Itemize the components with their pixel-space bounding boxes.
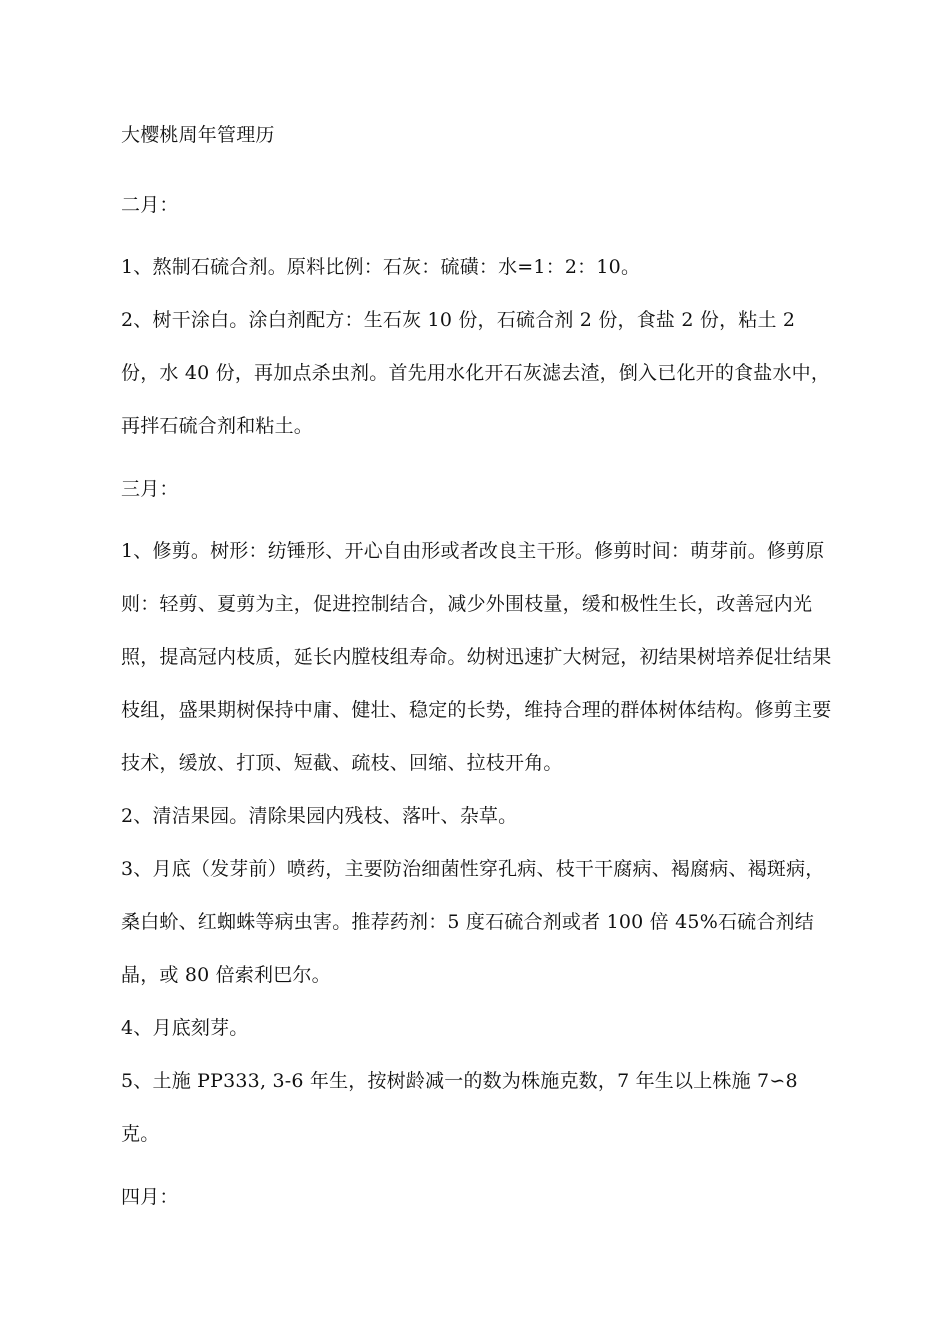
february-item-1: 1、熬制石硫合剂。原料比例：石灰：硫磺：水=1：2：10。 bbox=[121, 256, 641, 278]
section-heading-april: 四月： bbox=[121, 1186, 179, 1208]
section-heading-march: 三月： bbox=[121, 478, 179, 500]
document-title: 大樱桃周年管理历 bbox=[121, 124, 275, 146]
march-item-3: 3、月底（发芽前）喷药，主要防治细菌性穿孔病、枝干干腐病、褐腐病、褐斑病，桑白蚧、红蜘蛛等病虫害。推荐药剂：5 度石硫合剂或者 100 倍 45%石硫合剂结晶，或 80 倍索利巴尔。 bbox=[121, 858, 825, 986]
march-item-4: 4、月底刻芽。 bbox=[121, 1017, 249, 1039]
march-item-1: 1、修剪。树形：纺锤形、开心自由形或者改良主干形。修剪时间：萌芽前。修剪原则：轻剪、夏剪为主，促进控制结合，减少外围枝量，缓和极性生长，改善冠内光照，提高冠内枝质，延长内膛枝组寿命。幼树迅速扩大树冠，初结果树培养促壮结果枝组，盛果期树保持中庸、健壮、稳定的长势，维持合理的群体树体结构。修剪主要技术，缓放、打顶、短截、疏枝、回缩、拉枝开角。 bbox=[121, 540, 832, 774]
section-heading-february: 二月： bbox=[121, 194, 179, 216]
march-item-2: 2、清洁果园。清除果园内残枝、落叶、杂草。 bbox=[121, 805, 518, 827]
march-items bbox=[121, 525, 837, 1161]
march-item-5: 5、土施 PP333, 3-6 年生，按树龄减一的数为株施克数，7 年生以上株施 7∽8 克。 bbox=[121, 1070, 798, 1145]
february-item-2: 2、树干涂白。涂白剂配方：生石灰 10 份，石硫合剂 2 份，食盐 2 份，粘土 2 份，水 40 份，再加点杀虫剂。首先用水化开石灰滤去渣，倒入已化开的食盐水中，再拌石硫合剂和粘土。 bbox=[121, 309, 831, 437]
document-page bbox=[121, 118, 837, 1233]
february-items bbox=[121, 241, 837, 453]
